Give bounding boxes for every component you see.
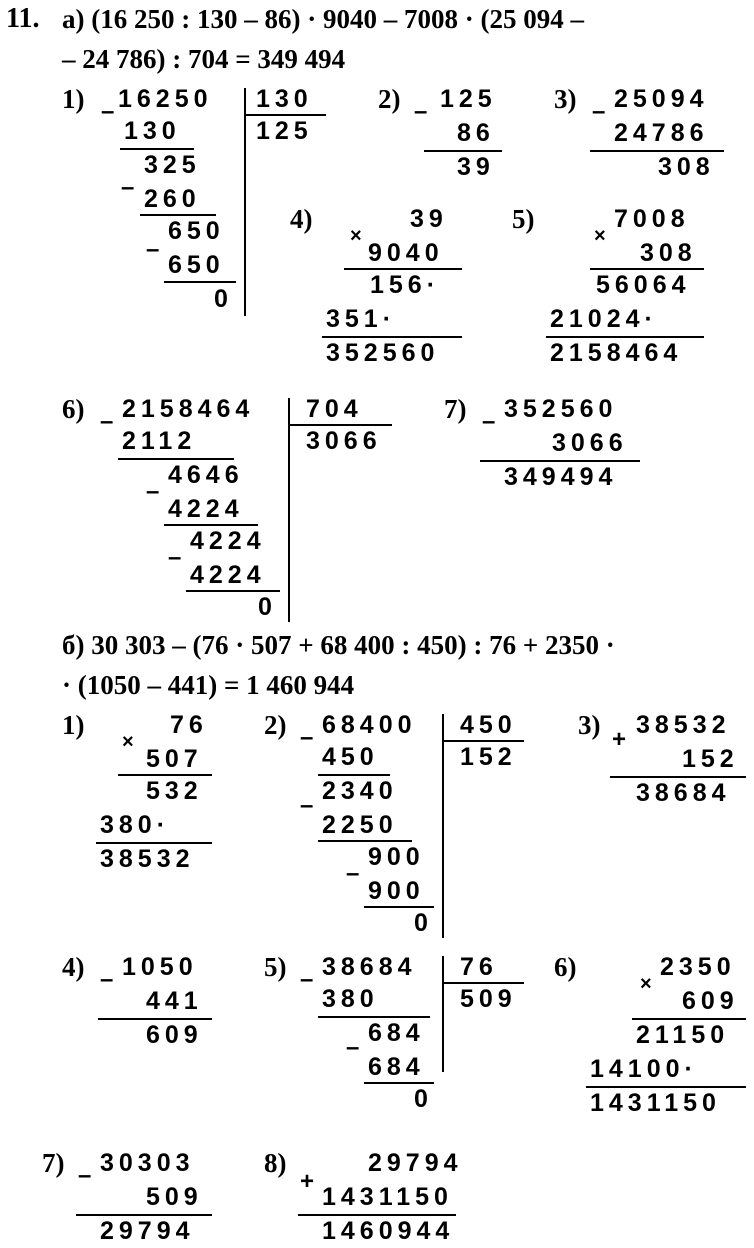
difference: 39 [457,153,495,181]
remainder-final: 0 [414,909,433,937]
dividend: 68400 [322,711,417,739]
subtrahend: 650 [168,251,225,279]
product: 38532 [100,845,195,873]
times-sign: × [594,225,606,247]
step-label: 8) [264,1148,287,1178]
step-label: 7) [444,394,467,424]
remainder: 325 [144,151,201,179]
partial-product: 21024· [550,305,658,333]
step-label: 6) [554,952,577,982]
subtrahend: 380 [322,985,379,1013]
partial-product: 56064 [596,271,691,299]
step-label: 1) [62,710,85,740]
step-label: 4) [290,204,313,234]
minus-sign: – [592,98,606,125]
partial-product: 532 [146,777,203,805]
addend: 38532 [636,711,731,739]
difference: 308 [658,153,715,181]
subtrahend: 260 [144,185,201,213]
factor: 9040 [368,239,444,267]
minuend: 1050 [122,953,198,981]
addend: 29794 [368,1149,463,1177]
minuend: 25094 [614,85,709,113]
plus-sign: + [300,1168,315,1195]
factor: 39 [410,205,448,233]
addend: 152 [682,745,739,773]
divisor: 76 [460,953,498,981]
step-label: 2) [264,710,287,740]
subtrahend: 2250 [322,811,398,839]
minuend: 352560 [504,395,618,423]
step-label: 2) [378,84,401,114]
difference: 609 [146,1021,203,1049]
minus-sign: – [100,966,114,993]
addend: 1431150 [322,1183,453,1211]
problem-number: 11. [6,3,40,34]
plus-sign: + [612,726,627,753]
part-b-expression-line2: · (1050 – 441) = 1 460 944 [62,670,355,700]
difference: 29794 [100,1217,195,1245]
product: 2158464 [550,339,683,367]
subtrahend: 684 [368,1053,425,1081]
part-a-expression-line2: – 24 786) : 704 = 349 494 [62,44,346,74]
subtrahend: 130 [124,117,181,145]
minus-sign: – [168,544,182,571]
subtrahend: 4224 [168,495,244,523]
partial-product: 156· [370,271,441,299]
step-label: 1) [62,84,85,114]
dividend: 16250 [118,85,213,113]
factor: 2350 [660,953,736,981]
step-label: 3) [554,84,577,114]
subtrahend: 441 [146,987,203,1015]
minus-sign: – [121,174,135,201]
factor: 507 [146,745,203,773]
subtrahend: 3066 [552,429,628,457]
quotient: 3066 [306,427,382,455]
step-label: 5) [512,204,535,234]
minus-sign: – [78,1162,92,1189]
step-label: 4) [62,952,85,982]
remainder-final: 0 [214,285,233,313]
minus-sign: – [346,1034,360,1061]
step-label: 7) [42,1148,65,1178]
product: 1431150 [590,1089,721,1117]
partial-product: 14100· [590,1055,698,1083]
factor: 308 [640,239,697,267]
subtrahend: 2112 [122,427,197,455]
subtrahend: 24786 [614,119,709,147]
times-sign: × [640,973,652,995]
divisor: 704 [306,395,363,423]
division-bar [244,88,246,316]
division-bar [442,714,444,938]
sum: 38684 [636,779,731,807]
quotient: 152 [460,743,517,771]
times-sign: × [350,225,362,247]
part-b-expression-line1: б) 30 303 – (76 · 507 + 68 400 : 450) : 76 + 2350 · [62,630,615,660]
remainder: 2340 [322,777,398,805]
factor: 76 [170,711,208,739]
subtrahend: 86 [457,119,495,147]
division-bar [288,398,290,622]
subtrahend: 4224 [190,561,266,589]
subtrahend: 450 [322,743,379,771]
subtrahend: 900 [368,877,425,905]
minus-sign: – [101,98,115,125]
minus-sign: – [100,408,114,435]
minus-sign: – [300,792,314,819]
remainder-final: 0 [414,1085,433,1113]
remainder: 4224 [190,527,266,555]
partial-product: 351· [326,305,397,333]
remainder-final: 0 [258,593,277,621]
minus-sign: – [414,98,428,125]
minus-sign: – [482,408,496,435]
product: 352560 [326,339,440,367]
quotient: 125 [256,117,313,145]
divisor: 450 [460,711,517,739]
minuend: 30303 [100,1149,195,1177]
times-sign: × [122,731,134,753]
dividend: 2158464 [122,395,255,423]
factor: 609 [682,987,739,1015]
part-a-expression-line1: а) (16 250 : 130 – 86) · 9040 – 7008 · (25 094 – [62,4,584,34]
partial-product: 21150 [636,1021,730,1049]
division-bar [442,956,444,1072]
factor: 7008 [614,205,690,233]
dividend: 38684 [322,953,417,981]
divisor: 130 [256,85,313,113]
subtrahend: 509 [146,1183,203,1211]
partial-product: 380· [100,811,171,839]
difference: 349494 [504,463,618,491]
sum: 1460944 [322,1217,455,1245]
minus-sign: – [146,478,160,505]
step-label: 3) [578,710,601,740]
minus-sign: – [146,236,160,263]
minuend: 125 [440,85,497,113]
minus-sign: – [300,724,314,751]
minus-sign: – [300,966,314,993]
step-label: 5) [264,952,287,982]
step-label: 6) [62,394,85,424]
remainder: 684 [368,1019,425,1047]
remainder: 4646 [168,461,244,489]
quotient: 509 [460,985,517,1013]
remainder: 650 [168,217,225,245]
rule [164,281,236,283]
minus-sign: – [346,860,360,887]
remainder: 900 [368,843,425,871]
